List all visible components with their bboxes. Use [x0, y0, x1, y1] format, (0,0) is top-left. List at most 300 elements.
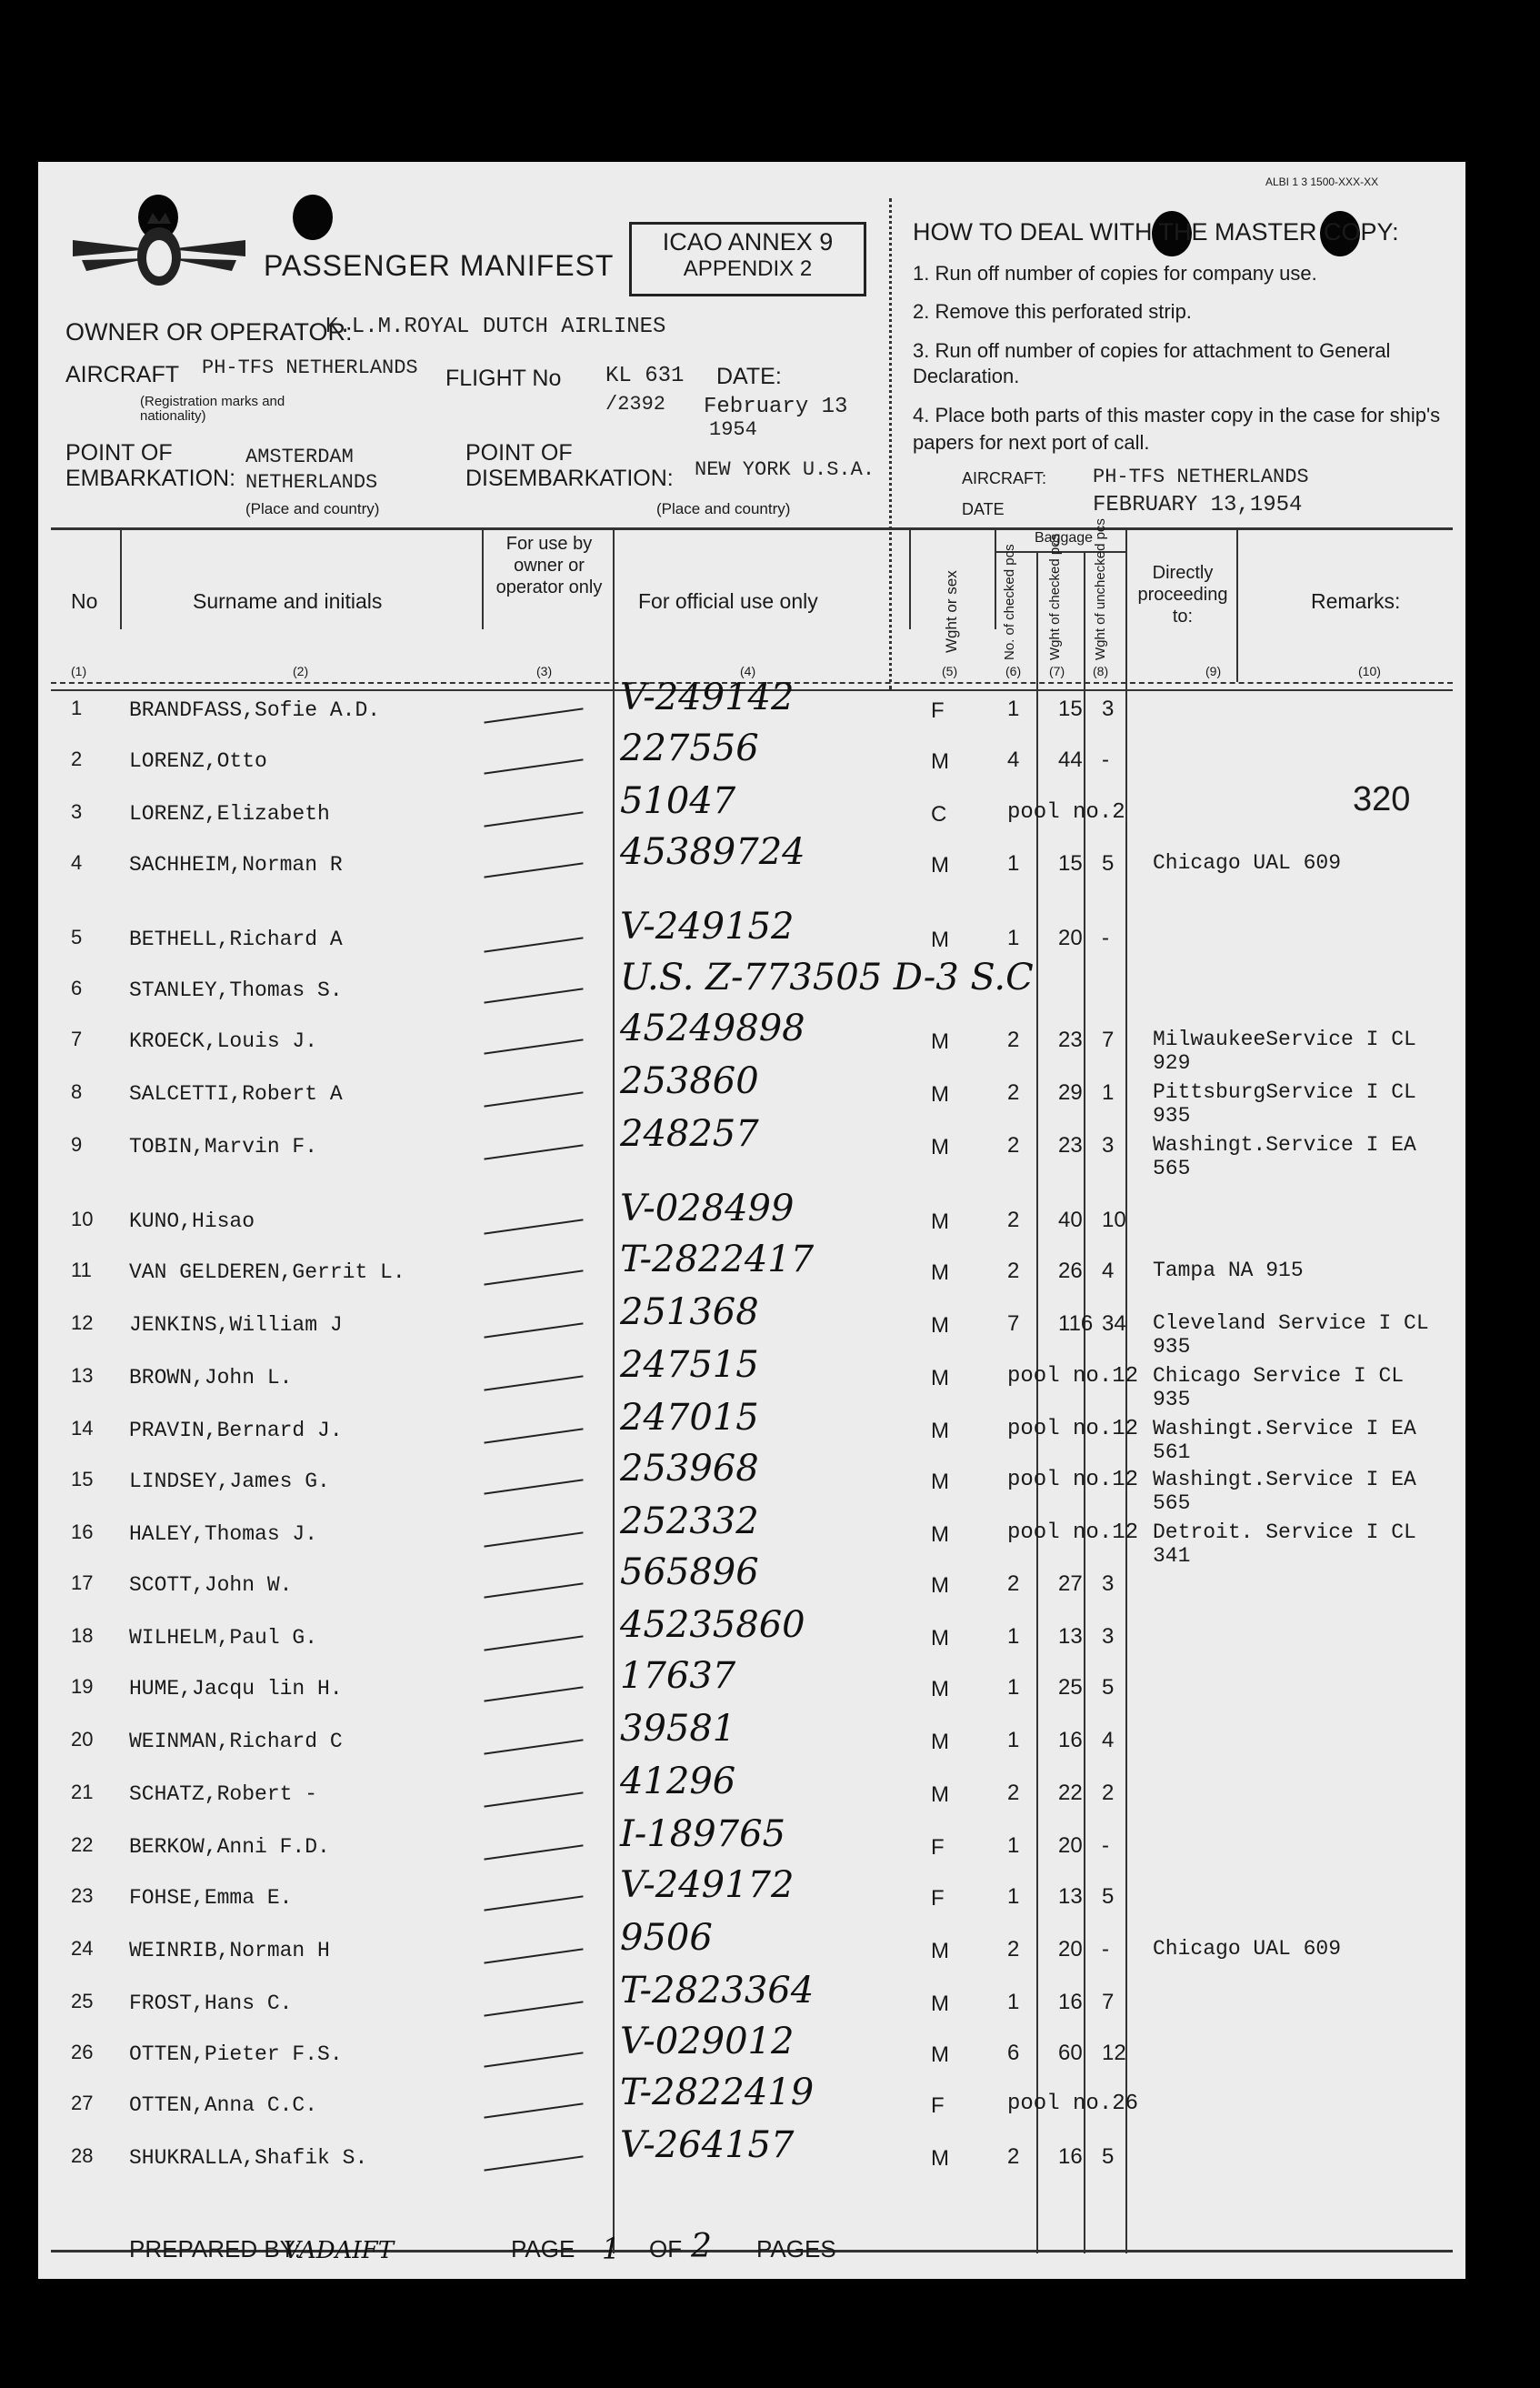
cell-unck: -	[1102, 926, 1109, 950]
cell-unck: 4	[1102, 1259, 1115, 1283]
cell-sex: M	[931, 2146, 949, 2171]
cell-name: HALEY,Thomas J.	[129, 1522, 318, 1546]
cell-dest: Chicago Service I CL 935	[1153, 1364, 1405, 1411]
col-divider	[120, 527, 122, 629]
owner-check-mark	[484, 1375, 583, 1390]
cell-name: SALCETTI,Robert A	[129, 1082, 343, 1106]
owner-check-mark	[484, 1635, 583, 1651]
cell-official: 45249898	[620, 1008, 805, 1049]
cell-sex: M	[931, 1470, 949, 1494]
cell-wt: 60	[1058, 2041, 1083, 2065]
cell-official: 227556	[620, 727, 759, 769]
cell-name: SHUKRALLA,Shafik S.	[129, 2146, 368, 2170]
col-num-2: (2)	[293, 664, 309, 678]
table-row	[38, 1708, 1465, 1771]
cell-sex: M	[931, 1135, 949, 1159]
cell-pcs: pool no.26	[1007, 2092, 1139, 2116]
cell-sex: M	[931, 853, 949, 878]
perforation-line	[889, 198, 892, 689]
cell-no: 15	[71, 1468, 94, 1490]
cell-sex: F	[931, 1886, 945, 1911]
cell-sex: M	[931, 1419, 949, 1443]
cell-sex: M	[931, 2042, 949, 2067]
cell-pcs: pool no.12	[1007, 1468, 1139, 1492]
cell-sex: M	[931, 1992, 949, 2016]
howto-item-1: 1. Run off number of copies for company use.	[913, 262, 1317, 285]
cell-wt: 29	[1058, 1080, 1083, 1105]
howto-item-2: 2. Remove this perforated strip.	[913, 300, 1192, 323]
cell-name: VAN GELDEREN,Gerrit L.	[129, 1260, 405, 1284]
owner-check-mark	[484, 1219, 583, 1234]
howto-aircraft-label: AIRCRAFT:	[962, 469, 1047, 487]
owner-check-mark	[484, 1269, 583, 1285]
cell-pcs: 1	[1007, 1675, 1020, 1700]
cell-sex: M	[931, 1677, 949, 1701]
cell-official: V-249152	[620, 906, 795, 948]
cell-wt: 26	[1058, 1259, 1083, 1283]
col-wght-unchecked: Wght of unchecked pcs	[1093, 518, 1108, 660]
cell-dest: MilwaukeeService I CL 929	[1153, 1028, 1416, 1075]
cell-pcs: 2	[1007, 1208, 1020, 1232]
table-row	[38, 1655, 1465, 1719]
cell-unck: -	[1102, 748, 1109, 772]
klm-crown-logo-icon	[64, 204, 255, 295]
aircraft-value: PH-TFS NETHERLANDS	[202, 356, 418, 379]
cell-official: 252332	[620, 1500, 759, 1542]
cell-name: WEINMAN,Richard C	[129, 1730, 343, 1753]
owner-check-mark	[484, 988, 583, 1003]
of-label: OF	[649, 2235, 683, 2263]
cell-unck: 5	[1102, 851, 1115, 876]
table-row	[38, 2124, 1465, 2188]
cell-name: TOBIN,Marvin F.	[129, 1135, 318, 1159]
cell-name: HUME,Jacqu lin H.	[129, 1677, 343, 1701]
punch-hole	[293, 195, 333, 240]
owner-check-mark	[484, 707, 583, 723]
cell-no: 23	[71, 1884, 94, 1907]
cell-unck: -	[1102, 1833, 1109, 1858]
date-value: February 13	[704, 395, 848, 419]
cell-dest: Detroit. Service I CL 341	[1153, 1520, 1416, 1568]
cell-official: 253968	[620, 1448, 759, 1490]
cell-pcs: pool no.12	[1007, 1364, 1139, 1389]
cell-official: V-029012	[620, 2021, 795, 2062]
cell-pcs: 4	[1007, 748, 1020, 772]
cell-name: BRANDFASS,Sofie A.D.	[129, 698, 381, 722]
cell-pcs: pool no.12	[1007, 1520, 1139, 1545]
cell-name: SACHHEIM,Norman R	[129, 853, 343, 877]
cell-unck: 2	[1102, 1781, 1115, 1805]
cell-pcs: 1	[1007, 1990, 1020, 2014]
cell-official: I-189765	[620, 1813, 786, 1855]
cell-sex: M	[931, 1573, 949, 1598]
icao-box	[629, 222, 866, 296]
owner-check-mark	[484, 1038, 583, 1054]
cell-official: 247515	[620, 1344, 759, 1386]
cell-name: BERKOW,Anni F.D.	[129, 1835, 330, 1859]
table-row	[38, 831, 1465, 895]
howto-title: HOW TO DEAL WITH THE MASTER COPY:	[913, 218, 1399, 246]
cell-pcs: 2	[1007, 1937, 1020, 1962]
cell-official: T-2822419	[620, 2072, 815, 2113]
cell-official: 247015	[620, 1397, 759, 1439]
cell-wt: 20	[1058, 926, 1083, 950]
cell-wt: 22	[1058, 1781, 1083, 1805]
cell-pcs: 6	[1007, 2041, 1020, 2065]
cell-no: 20	[71, 1728, 94, 1751]
owner-check-mark	[484, 2102, 583, 2118]
cell-sex: F	[931, 2093, 945, 2118]
cell-pcs: 2	[1007, 1781, 1020, 1805]
col-remarks: Remarks:	[1311, 589, 1401, 613]
cell-name: KUNO,Hisao	[129, 1209, 255, 1233]
col-num-4: (4)	[740, 664, 756, 678]
cell-pcs: 2	[1007, 2144, 1020, 2169]
cell-name: FROST,Hans C.	[129, 1992, 293, 2015]
flight-value2: /2392	[605, 393, 666, 416]
cell-pcs: 1	[1007, 851, 1020, 876]
cell-pcs: 1	[1007, 1884, 1020, 1909]
aircraft-note: (Registration marks and nationality)	[140, 394, 285, 424]
owner-check-mark	[484, 2001, 583, 2016]
cell-unck: 10	[1102, 1208, 1126, 1232]
prepared-by-value: VADAIFT	[284, 2237, 395, 2264]
cell-sex: M	[931, 1260, 949, 1285]
cell-sex: M	[931, 749, 949, 774]
cell-no: 8	[71, 1080, 83, 1103]
cell-official: 565896	[620, 1551, 759, 1593]
cell-unck: 12	[1102, 2041, 1126, 2065]
cell-official: T-2822417	[620, 1239, 815, 1280]
cell-unck: 3	[1102, 1571, 1115, 1596]
cell-no: 22	[71, 1833, 94, 1856]
cell-official: V-028499	[620, 1188, 795, 1229]
owner-check-mark	[484, 1844, 583, 1860]
cell-pcs: 1	[1007, 926, 1020, 950]
owner-check-mark	[484, 1091, 583, 1107]
cell-dest: Washingt.Service I EA 565	[1153, 1468, 1416, 1515]
remark-number: 320	[1353, 780, 1411, 818]
icao-line2: APPENDIX 2	[683, 256, 813, 281]
owner-check-mark	[484, 1948, 583, 1963]
cell-name: WILHELM,Paul G.	[129, 1626, 318, 1650]
page-title: PASSENGER MANIFEST	[264, 249, 615, 282]
cell-wt: 16	[1058, 2144, 1083, 2169]
cell-no: 19	[71, 1675, 94, 1698]
cell-dest: Washingt.Service I EA 561	[1153, 1417, 1416, 1464]
cell-sex: F	[931, 1835, 945, 1860]
cell-pcs: 2	[1007, 1080, 1020, 1105]
form-code: ALBI 1 3 1500-XXX-XX	[1265, 176, 1379, 188]
prepared-by-label: PREPARED BY:	[129, 2235, 301, 2263]
cell-wt: 40	[1058, 1208, 1083, 1232]
cell-sex: M	[931, 1029, 949, 1054]
cell-official: V-264157	[620, 2124, 795, 2166]
embark-value-2: NETHERLANDS	[245, 471, 378, 494]
cell-official: 45235860	[620, 1604, 805, 1646]
cell-name: SCHATZ,Robert -	[129, 1782, 318, 1806]
embark-label-1: POINT OF	[65, 440, 173, 466]
cell-no: 27	[71, 2092, 94, 2114]
cell-no: 21	[71, 1781, 94, 1803]
cell-sex: M	[931, 1522, 949, 1547]
cell-no: 5	[71, 926, 83, 948]
cell-unck: 34	[1102, 1311, 1126, 1336]
table-top-rule	[51, 527, 1453, 530]
cell-name: SCOTT,John W.	[129, 1573, 293, 1597]
cell-no: 2	[71, 748, 83, 770]
owner-label: OWNER OR OPERATOR:	[65, 318, 353, 346]
table-row	[38, 727, 1465, 791]
disembark-value: NEW YORK U.S.A.	[695, 458, 875, 481]
owner-value: K.L.M.ROYAL DUTCH AIRLINES	[325, 315, 666, 339]
table-row	[38, 1604, 1465, 1668]
owner-check-mark	[484, 2052, 583, 2067]
cell-pcs: 1	[1007, 1833, 1020, 1858]
cell-sex: M	[931, 1782, 949, 1807]
cell-no: 7	[71, 1028, 83, 1050]
cell-dest: Tampa NA 915	[1153, 1259, 1304, 1282]
embark-note: (Place and country)	[245, 500, 380, 517]
cell-unck: 7	[1102, 1990, 1115, 2014]
howto-date-value: FEBRUARY 13,1954	[1093, 493, 1303, 517]
owner-check-mark	[484, 758, 583, 774]
owner-check-mark	[484, 1428, 583, 1443]
cell-no: 24	[71, 1937, 94, 1960]
aircraft-label: AIRCRAFT	[65, 362, 179, 387]
cell-wt: 23	[1058, 1133, 1083, 1158]
cell-no: 9	[71, 1133, 83, 1156]
cell-name: OTTEN,Pieter F.S.	[129, 2042, 343, 2066]
howto-item-3: 3. Run off number of copies for attachment to General Declaration.	[913, 339, 1391, 387]
flight-label: FLIGHT No	[445, 366, 562, 391]
cell-no: 17	[71, 1571, 94, 1594]
icao-line1: ICAO ANNEX 9	[662, 228, 834, 256]
cell-sex: M	[931, 1366, 949, 1390]
disembark-label-2: DISEMBARKATION:	[465, 466, 674, 491]
cell-official: V-249172	[620, 1864, 795, 1906]
col-num-6: (6)	[1005, 664, 1022, 678]
cell-pcs: 2	[1007, 1028, 1020, 1052]
pages-label: PAGES	[756, 2235, 836, 2263]
disembark-note: (Place and country)	[656, 500, 791, 517]
cell-name: KROECK,Louis J.	[129, 1029, 318, 1053]
col-divider	[995, 527, 996, 629]
cell-unck: 3	[1102, 1624, 1115, 1649]
table-row	[38, 1864, 1465, 1928]
cell-official: 248257	[620, 1113, 759, 1155]
cell-pcs: 2	[1007, 1133, 1020, 1158]
page-label: PAGE	[511, 2235, 575, 2263]
cell-dest: Washingt.Service I EA 565	[1153, 1133, 1416, 1180]
col-directly: Directly proceeding to:	[1137, 563, 1228, 627]
owner-check-mark	[484, 1791, 583, 1807]
cell-wt: 20	[1058, 1833, 1083, 1858]
date-label: DATE:	[716, 364, 782, 389]
cell-unck: 4	[1102, 1728, 1115, 1752]
cell-sex: M	[931, 928, 949, 952]
cell-name: FOHSE,Emma E.	[129, 1886, 293, 1910]
cell-no: 1	[71, 697, 83, 719]
cell-wt: 16	[1058, 1990, 1083, 2014]
col-divider	[909, 527, 911, 629]
page-value: 1	[602, 2232, 621, 2266]
cell-pcs: pool no.12	[1007, 1417, 1139, 1441]
cell-no: 10	[71, 1208, 94, 1230]
col-divider	[482, 527, 484, 629]
cell-dest: Chicago UAL 609	[1153, 851, 1342, 875]
col-pcs: No. of checked pcs	[1002, 544, 1017, 660]
cell-no: 16	[71, 1520, 94, 1543]
col-num-8: (8)	[1093, 664, 1109, 678]
cell-wt: 23	[1058, 1028, 1083, 1052]
owner-check-mark	[484, 2155, 583, 2171]
cell-pcs: 1	[1007, 1624, 1020, 1649]
embark-label-2: EMBARKATION:	[65, 466, 236, 491]
owner-check-mark	[484, 1582, 583, 1598]
cell-no: 18	[71, 1624, 94, 1647]
owner-check-mark	[484, 1479, 583, 1494]
col-no: No	[71, 589, 98, 613]
col-surname: Surname and initials	[193, 589, 383, 613]
cell-wt: 20	[1058, 1937, 1083, 1962]
cell-official: 51047	[620, 780, 736, 822]
owner-check-mark	[484, 1895, 583, 1911]
disembark-label-1: POINT OF	[465, 440, 573, 466]
date-year: 1954	[709, 418, 757, 441]
col-num-3: (3)	[536, 664, 553, 678]
cell-sex: C	[931, 802, 947, 827]
cell-name: STANLEY,Thomas S.	[129, 978, 343, 1002]
cell-wt: 16	[1058, 1728, 1083, 1752]
cell-unck: 5	[1102, 1884, 1115, 1909]
howto-date-label: DATE	[962, 500, 1005, 518]
cell-sex: M	[931, 1730, 949, 1754]
cell-wt: 13	[1058, 1884, 1083, 1909]
cell-wt: 25	[1058, 1675, 1083, 1700]
cell-pcs: 2	[1007, 1259, 1020, 1283]
cell-official: T-2823364	[620, 1970, 815, 2012]
col-divider	[1236, 527, 1238, 682]
col-official: For official use only	[638, 589, 818, 613]
cell-sex: M	[931, 1082, 949, 1107]
col-num-10: (10)	[1358, 664, 1381, 678]
cell-no: 14	[71, 1417, 94, 1440]
cell-pcs: 1	[1007, 1728, 1020, 1752]
cell-official: 9506	[620, 1917, 713, 1959]
howto-item-4: 4. Place both parts of this master copy in the case for ship's papers for next port of call.	[913, 404, 1441, 454]
cell-name: WEINRIB,Norman H	[129, 1939, 330, 1962]
flight-value: KL 631	[605, 364, 685, 388]
howto-aircraft-value: PH-TFS NETHERLANDS	[1093, 466, 1309, 488]
cell-sex: M	[931, 1209, 949, 1234]
col-wght-checked: Wght of checked pcs	[1047, 533, 1063, 660]
owner-check-mark	[484, 1531, 583, 1547]
cell-sex: M	[931, 1626, 949, 1651]
cell-pcs: 7	[1007, 1311, 1020, 1336]
cell-pcs: 2	[1007, 1571, 1020, 1596]
col-num-9: (9)	[1205, 664, 1222, 678]
cell-no: 6	[71, 977, 83, 999]
cell-no: 13	[71, 1364, 94, 1387]
cell-unck: 3	[1102, 697, 1115, 721]
col-baggage: Baggage	[1035, 530, 1094, 546]
cell-sex: M	[931, 1313, 949, 1338]
cell-sex: M	[931, 1939, 949, 1963]
cell-no: 11	[71, 1259, 92, 1281]
col-num-7: (7)	[1049, 664, 1065, 678]
col-num-5: (5)	[942, 664, 958, 678]
cell-name: LORENZ,Elizabeth	[129, 802, 330, 826]
cell-wt: 116	[1058, 1311, 1094, 1336]
cell-dest: Cleveland Service I CL 935	[1153, 1311, 1429, 1359]
cell-no: 4	[71, 851, 83, 874]
owner-check-mark	[484, 1686, 583, 1701]
owner-check-mark	[484, 937, 583, 952]
col-sex: Wght or sex	[943, 570, 960, 653]
cell-official: 251368	[620, 1291, 759, 1333]
cell-unck: 5	[1102, 1675, 1115, 1700]
cell-name: BETHELL,Richard A	[129, 928, 343, 951]
cell-wt: 44	[1058, 748, 1083, 772]
cell-official: U.S. Z-773505 D-3 S.C	[620, 957, 1034, 998]
cell-name: LORENZ,Otto	[129, 749, 267, 773]
cell-wt: 27	[1058, 1571, 1083, 1596]
col-owner-use: For use by owner or operator only	[495, 534, 603, 597]
cell-no: 25	[71, 1990, 94, 2012]
cell-official: 253860	[620, 1060, 759, 1102]
cell-official: 45389724	[620, 831, 805, 873]
owner-check-mark	[484, 1739, 583, 1754]
cell-pcs: 1	[1007, 697, 1020, 721]
owner-check-mark	[484, 862, 583, 878]
cell-unck: 3	[1102, 1133, 1115, 1158]
cell-wt: 13	[1058, 1624, 1083, 1649]
cell-name: OTTEN,Anna C.C.	[129, 2093, 318, 2117]
owner-check-mark	[484, 1322, 583, 1338]
owner-check-mark	[484, 811, 583, 827]
cell-name: PRAVIN,Bernard J.	[129, 1419, 343, 1442]
col-num-1: (1)	[71, 664, 87, 678]
cell-no: 28	[71, 2144, 94, 2167]
cell-wt: 15	[1058, 851, 1083, 876]
cell-name: LINDSEY,James G.	[129, 1470, 330, 1493]
cell-official: 39581	[620, 1708, 736, 1750]
cell-pcs: pool no.2	[1007, 800, 1125, 825]
cell-no: 26	[71, 2041, 94, 2063]
cell-no: 12	[71, 1311, 94, 1334]
cell-unck: 5	[1102, 2144, 1115, 2169]
cell-no: 3	[71, 800, 83, 823]
of-value: 2	[691, 2228, 712, 2265]
cell-name: JENKINS,William J	[129, 1313, 343, 1337]
cell-dest: Chicago UAL 609	[1153, 1937, 1342, 1961]
manifest-sheet	[38, 162, 1465, 2279]
cell-official: 17637	[620, 1655, 736, 1697]
cell-official: 41296	[620, 1761, 736, 1802]
cell-name: BROWN,John L.	[129, 1366, 293, 1390]
cell-unck: -	[1102, 1937, 1109, 1962]
cell-wt: 15	[1058, 697, 1083, 721]
owner-check-mark	[484, 1144, 583, 1159]
cell-official: V-249142	[620, 677, 795, 718]
table-row	[38, 1113, 1465, 1180]
cell-unck: 1	[1102, 1080, 1115, 1105]
cell-unck: 7	[1102, 1028, 1115, 1052]
embark-value-1: AMSTERDAM	[245, 446, 354, 468]
cell-sex: F	[931, 698, 945, 723]
cell-dest: PittsburgService I CL 935	[1153, 1080, 1416, 1128]
